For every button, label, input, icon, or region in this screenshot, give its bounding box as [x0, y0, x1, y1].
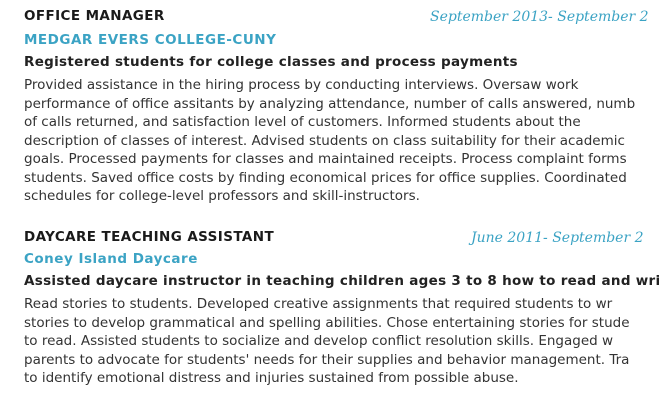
description-line: students. Saved office costs by finding economical prices for office supplies. Coordinated: [24, 169, 627, 186]
job-dates: June 2011- September 2: [471, 230, 644, 246]
job-title: DAYCARE TEACHING ASSISTANT: [24, 229, 275, 245]
job-title: OFFICE MANAGER: [24, 8, 165, 24]
description-line: stories to develop grammatical and spelling abilities. Chose entertaining stories for stude: [24, 314, 630, 331]
description-line: parents to advocate for students' needs for their supplies and behavior management. Tra: [24, 351, 630, 368]
job-summary: Registered students for college classes and process payments: [24, 54, 518, 70]
employer-name: MEDGAR EVERS COLLEGE-CUNY: [24, 32, 277, 48]
description-line: description of classes of interest. Advised students on class suitability for their academic: [24, 132, 625, 149]
job-description: [24, 295, 630, 388]
description-line: Read stories to students. Developed creative assignments that required students to wr: [24, 296, 613, 312]
description-line: to identify emotional distress and injuries sustained from possible abuse.: [24, 370, 519, 386]
job-description: [24, 76, 635, 206]
description-line: to read. Assisted students to socialize and develop conflict resolution skills. Engaged w: [24, 333, 614, 349]
description-line: goals. Processed payments for classes and maintained receipts. Process complaint forms: [24, 151, 627, 167]
description-line: performance of office assitants by analyzing attendance, number of calls answered, numb: [24, 95, 636, 112]
description-line: of calls returned, and satisfaction level of customers. Informed students about the: [24, 114, 581, 130]
description-line: Provided assistance in the hiring process by conducting interviews. Oversaw work: [24, 77, 579, 93]
description-line: schedules for college-level professors and skill-instructors.: [24, 188, 420, 204]
employer-name: Coney Island Daycare: [24, 251, 198, 267]
job-dates: September 2013- September 2: [430, 9, 649, 25]
job-summary: Assisted daycare instructor in teaching children ages 3 to 8 how to read and wri: [24, 273, 661, 289]
